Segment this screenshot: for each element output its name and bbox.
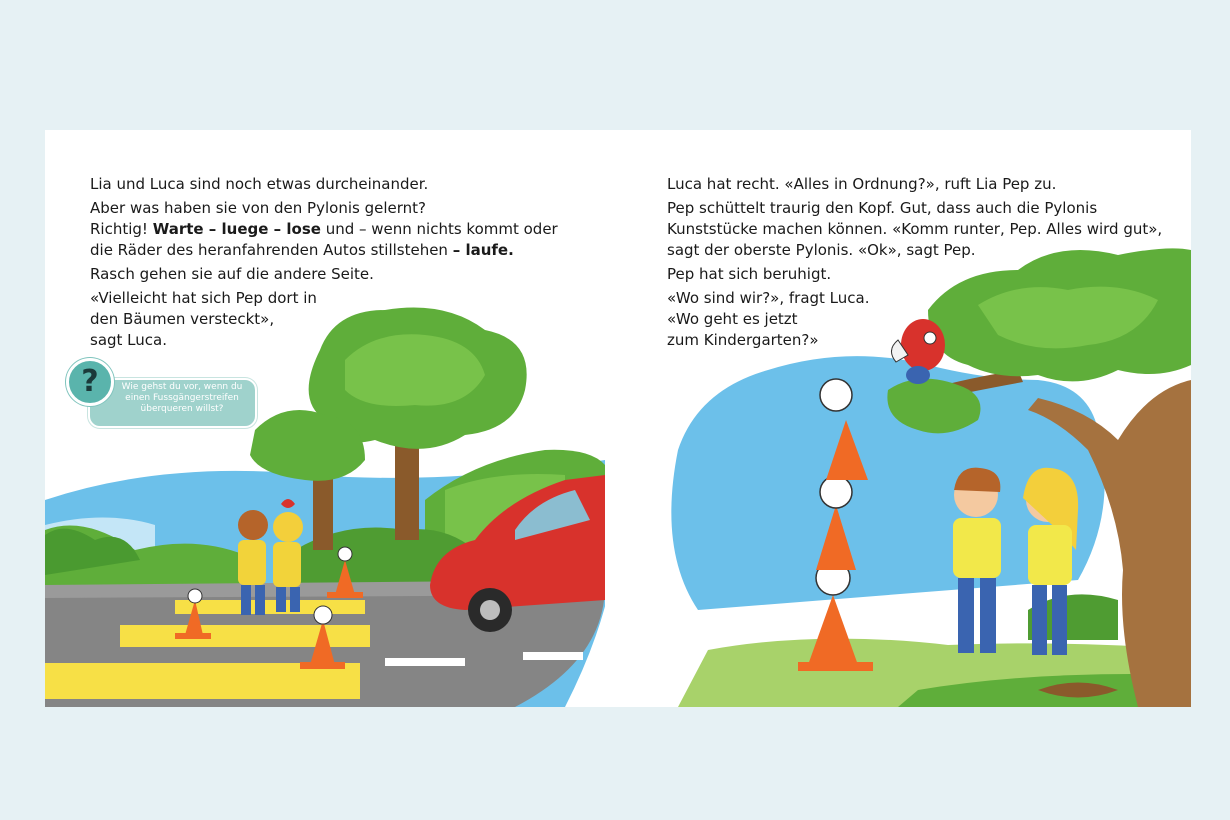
left-paragraph-3: Rasch gehen sie auf die andere Seite. (90, 265, 374, 283)
left-paragraph-4: «Vielleicht hat sich Pep dort in den Bäumen versteckt», sagt Luca. (90, 289, 317, 349)
right-text (667, 174, 1162, 351)
right-paragraph-3: Pep hat sich beruhigt. (667, 265, 832, 283)
question-text: Wie gehst du vor, wenn du einen Fussgängerstreifen überqueren willst? (121, 382, 243, 414)
right-paragraph-4: «Wo sind wir?», fragt Luca. «Wo geht es jetzt zum Kindergarten?» (667, 289, 870, 349)
left-page (45, 130, 618, 707)
right-paragraph-1: Luca hat recht. «Alles in Ordnung?», ruft Lia Pep zu. (667, 175, 1057, 193)
right-page (618, 130, 1191, 707)
right-paragraph-2: Pep schüttelt traurig den Kopf. Gut, dass auch die Pylonis Kunststücke machen können. «Komm runter, Pep. Alles wird gut», sagt der oberste Pylonis. «Ok», sagt Pep. (667, 199, 1163, 259)
left-paragraph-2: Aber was haben sie von den Pylonis gelernt? Richtig! Warte – luege – lose und – wenn nichts kommt oder die Räder des heranfahrenden Autos stillstehen – laufe. (90, 199, 558, 259)
left-text (90, 174, 558, 351)
left-paragraph-1: Lia und Luca sind noch etwas durcheinander. (90, 175, 429, 193)
question-mark-icon: ? (66, 358, 114, 406)
book-spread (45, 130, 1191, 707)
